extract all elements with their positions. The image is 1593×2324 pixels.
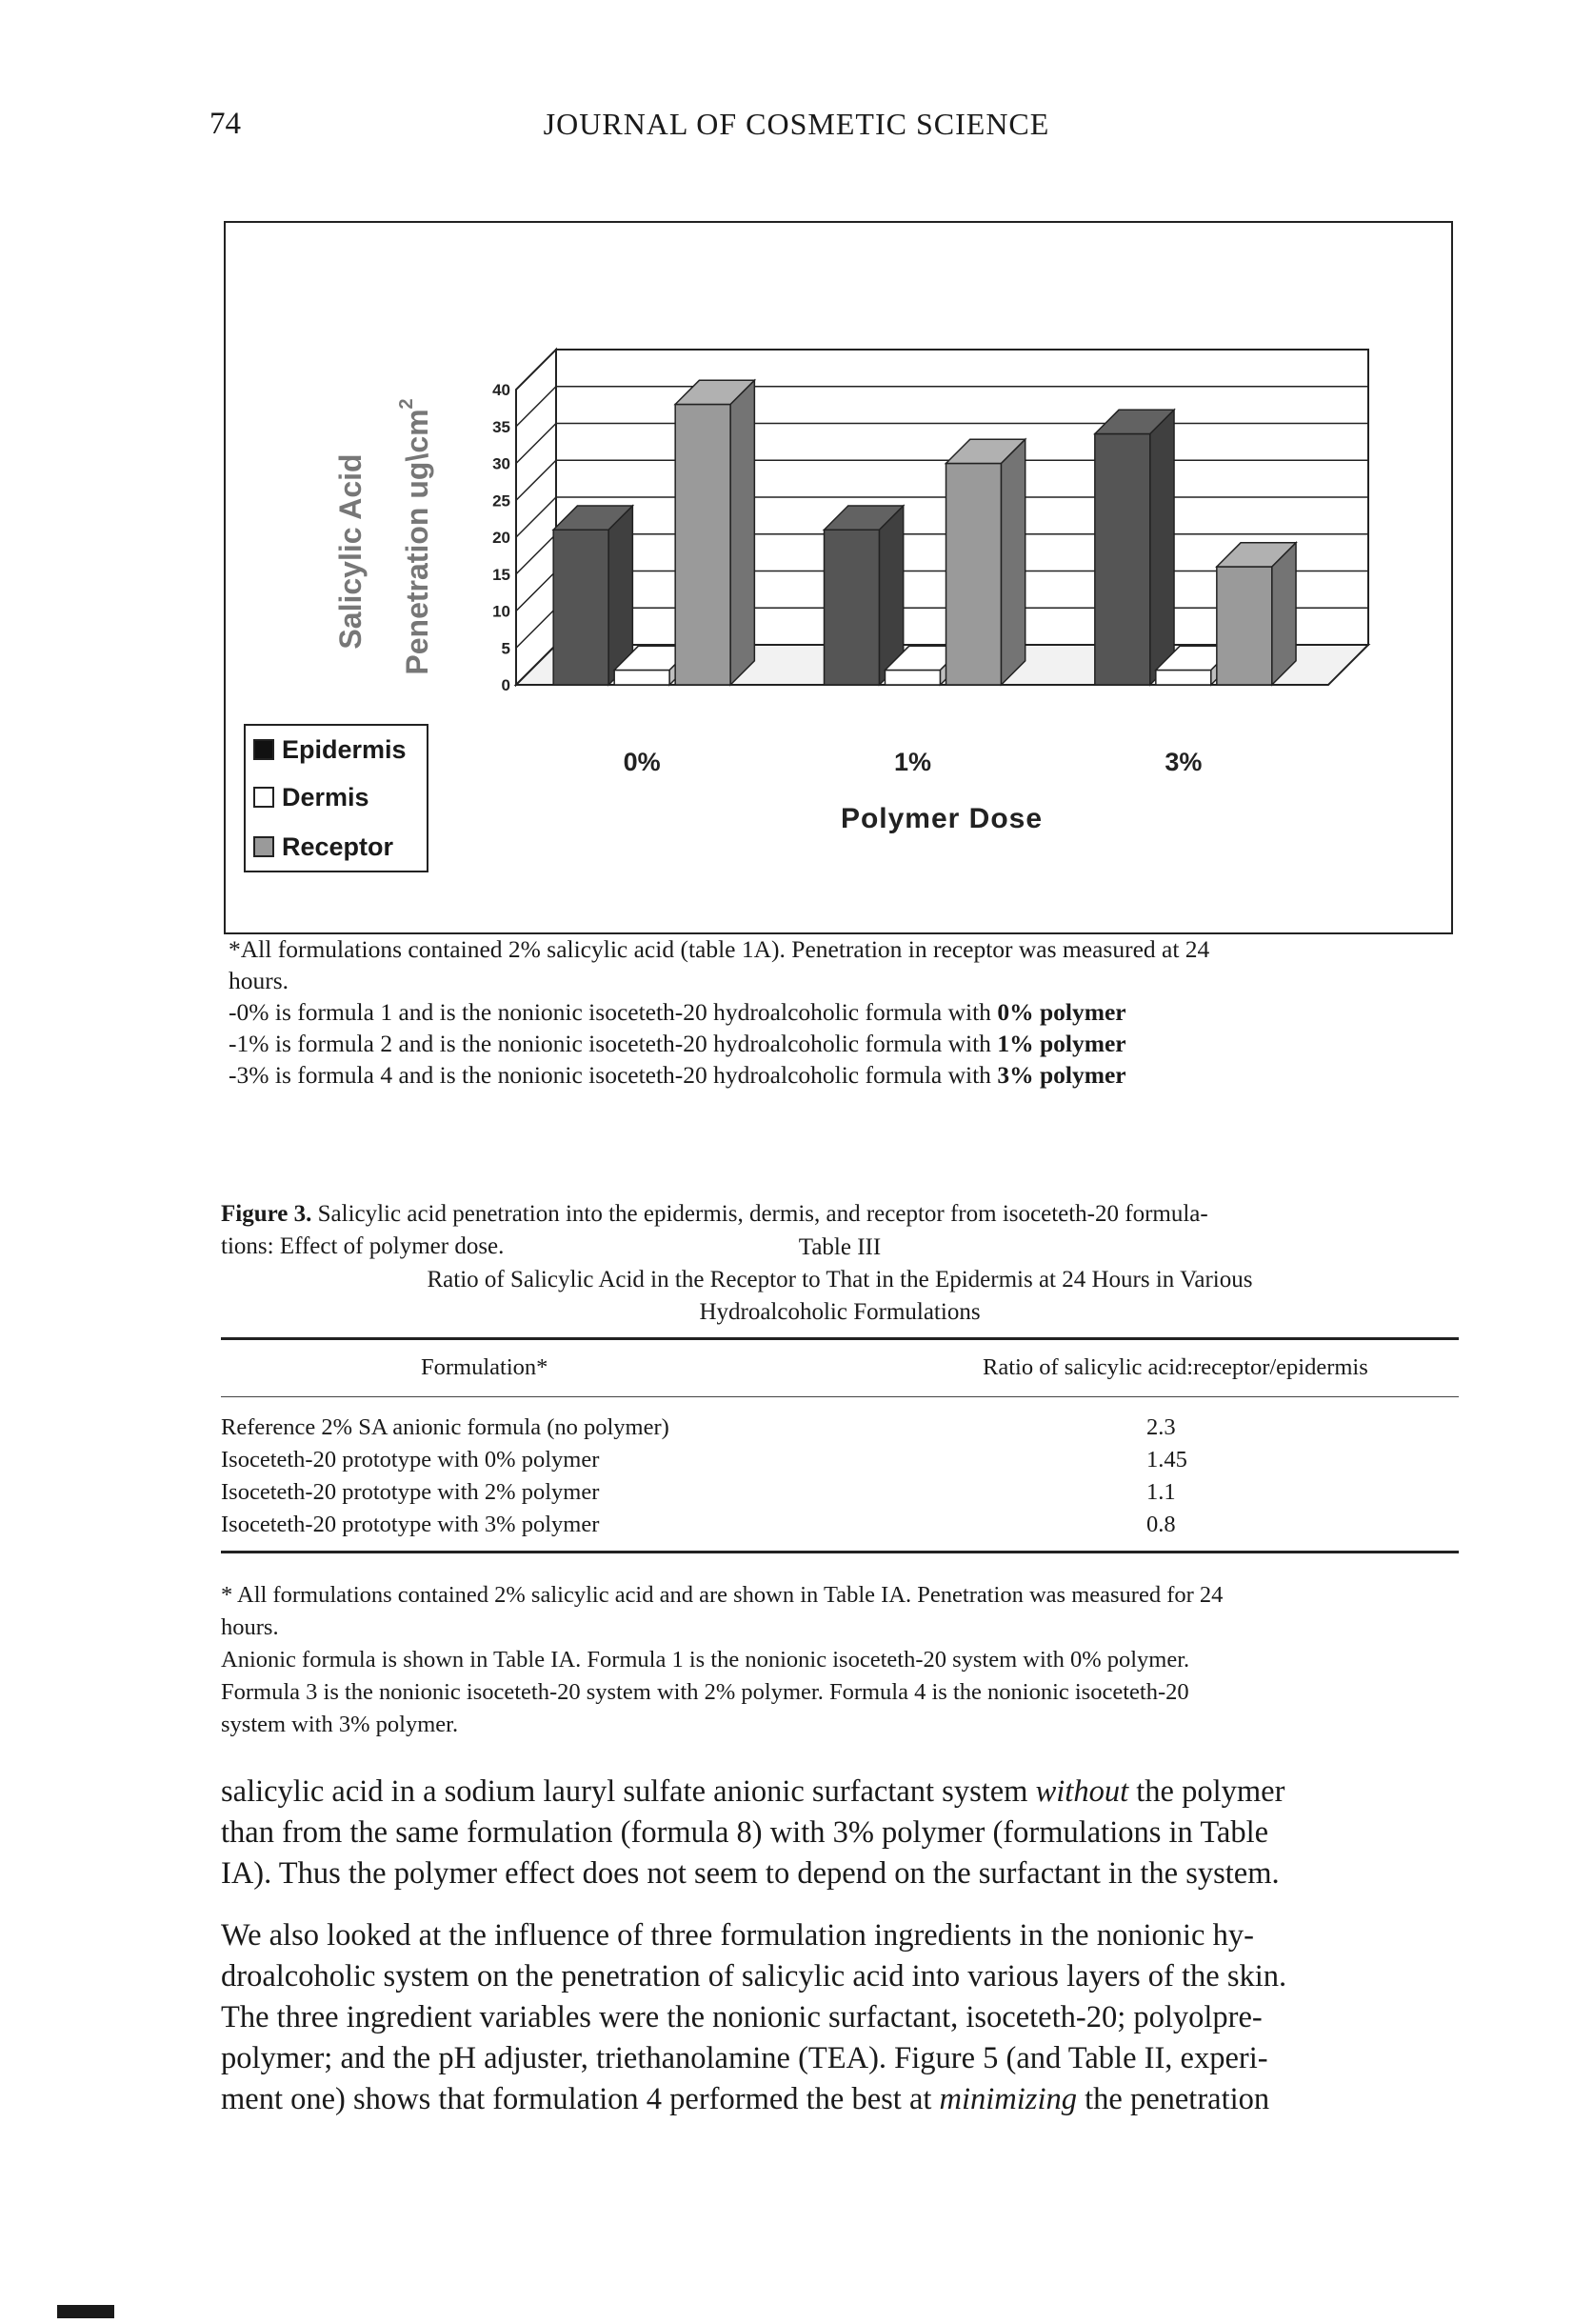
body-line: than from the same formulation (formula 8) with 3% polymer (formulations in Table — [221, 1815, 1269, 1850]
y-tick-label: 35 — [492, 417, 510, 436]
journal-title: JOURNAL OF COSMETIC SCIENCE — [543, 107, 1050, 141]
y-tick-label: 5 — [501, 639, 510, 658]
bar-side-epidermis — [1150, 410, 1174, 685]
y-axis-label: Salicylic Acid — [333, 453, 368, 650]
table-cell-ratio: 1.1 — [1146, 1479, 1176, 1505]
table-footnotes — [221, 1579, 1459, 1741]
table-title-line: Ratio of Salicylic Acid in the Receptor to That in the Epidermis at 24 Hours in Various — [427, 1267, 1253, 1292]
legend-swatch-dermis — [253, 787, 274, 808]
figure-note-line — [229, 1059, 1466, 1091]
y-axis-label-units: Penetration ug\cm — [400, 409, 434, 675]
figure-note-line — [229, 1028, 1466, 1059]
figure-note-line: *All formulations contained 2% salicylic acid (table 1A). Penetration in receptor was measured at 24 — [229, 935, 1210, 963]
table-cell-formulation: Isoceteth-20 prototype with 3% polymer — [221, 1512, 600, 1537]
legend-label-epidermis: Epidermis — [282, 735, 407, 764]
table-footnote-line: hours. — [221, 1614, 279, 1640]
table-rule-bottom — [221, 1551, 1459, 1553]
figure-note-text: -3% is formula 4 and is the nonionic isoceteth-20 hydroalcoholic formula with — [229, 1061, 998, 1089]
x-tick-label: 0% — [623, 748, 661, 776]
figure-note-text: -1% is formula 2 and is the nonionic isoceteth-20 hydroalcoholic formula with — [229, 1030, 998, 1057]
body-text-span: the polymer — [1128, 1774, 1285, 1809]
x-tick-label: 1% — [893, 748, 932, 776]
body-line: We also looked at the influence of three formulation ingredients in the nonionic hy- — [221, 1918, 1254, 1953]
bar-front-receptor — [946, 464, 1002, 686]
figure-note-bold: 0% polymer — [997, 998, 1126, 1026]
body-text — [221, 1772, 1459, 2120]
y-tick-label: 15 — [492, 565, 510, 584]
legend-item-dermis — [253, 781, 369, 813]
body-text-span: the penetration — [1077, 2082, 1270, 2116]
page-header — [0, 107, 1593, 154]
y-tick-label: 0 — [501, 676, 510, 694]
bar-front-receptor — [675, 405, 730, 686]
table-number: Table III — [798, 1234, 882, 1260]
table-header-formulation: Formulation* — [421, 1354, 548, 1380]
bar-front-dermis — [886, 671, 941, 686]
body-line — [221, 1772, 1459, 1813]
body-emphasis: without — [1035, 1774, 1129, 1809]
table-header-ratio: Ratio of salicylic acid:receptor/epidermis — [983, 1354, 1368, 1380]
page-corner-mark — [57, 2305, 114, 2318]
table-cell-formulation: Reference 2% SA anionic formula (no polymer) — [221, 1414, 669, 1440]
legend-swatch-epidermis — [253, 739, 274, 760]
y-axis-label-superscript: 2 — [396, 398, 417, 410]
legend-label-receptor: Receptor — [282, 832, 394, 861]
legend-item-receptor — [253, 831, 393, 863]
table-cell-ratio: 2.3 — [1146, 1414, 1176, 1440]
table-footnote-line: Formula 3 is the nonionic isoceteth-20 system with 2% polymer. Formula 4 is the nonionic isoceteth-20 — [221, 1679, 1189, 1705]
body-line — [221, 2079, 1459, 2120]
y-tick-label: 40 — [492, 381, 510, 399]
chart-legend — [244, 724, 428, 872]
table-rule-top — [221, 1337, 1459, 1340]
table-cell-formulation: Isoceteth-20 prototype with 0% polymer — [221, 1447, 600, 1473]
body-text-span: ment one) shows that formulation 4 performed the best at — [221, 2082, 940, 2116]
table-cell-formulation: Isoceteth-20 prototype with 2% polymer — [221, 1479, 600, 1505]
table-title-line: Hydroalcoholic Formulations — [699, 1299, 981, 1325]
body-line: IA). Thus the polymer effect does not seem to depend on the surfactant in the system. — [221, 1856, 1280, 1891]
table-title — [221, 1232, 1459, 1329]
legend-label-dermis: Dermis — [282, 783, 369, 811]
figure-notes — [229, 933, 1466, 1091]
table-footnote-line: Anionic formula is shown in Table IA. Formula 1 is the nonionic isoceteth-20 system with 0% polymer. — [221, 1647, 1190, 1673]
figure-caption-text: Salicylic acid penetration into the epidermis, dermis, and receptor from isoceteth-20 formula- — [317, 1201, 1208, 1227]
y-tick-label: 10 — [492, 602, 510, 621]
bar-side-receptor — [1002, 439, 1025, 685]
body-emphasis: minimizing — [939, 2082, 1077, 2116]
figure-note-line: hours. — [229, 967, 289, 994]
table-cell-ratio: 1.45 — [1146, 1447, 1187, 1473]
y-tick-label: 20 — [492, 529, 510, 547]
y-tick-label: 25 — [492, 491, 510, 511]
figure-note-bold: 3% polymer — [997, 1061, 1126, 1089]
body-line: droalcoholic system on the penetration of salicylic acid into various layers of the skin. — [221, 1959, 1287, 1993]
bar-side-receptor — [1272, 543, 1296, 685]
y-tick-label: 30 — [492, 454, 510, 473]
figure-note-line — [229, 996, 1466, 1028]
body-line: The three ingredient variables were the nonionic surfactant, isoceteth-20; polyolpre- — [221, 2000, 1263, 2034]
bar-side-receptor — [730, 380, 754, 685]
bar-front-dermis — [1156, 671, 1211, 686]
legend-item-epidermis — [253, 733, 407, 766]
table-footnote-line: system with 3% polymer. — [221, 1712, 459, 1737]
legend-swatch-receptor — [253, 836, 274, 857]
figure-caption-line — [221, 1198, 1459, 1231]
figure-caption-line: tions: Effect of polymer dose. — [221, 1233, 505, 1259]
figure-note-bold: 1% polymer — [997, 1030, 1126, 1057]
figure-label: Figure 3. — [221, 1201, 312, 1227]
bar-front-dermis — [614, 671, 669, 686]
bar-front-receptor — [1217, 567, 1272, 685]
paragraph-gap — [221, 1894, 1459, 1915]
body-text-span: salicylic acid in a sodium lauryl sulfate anionic surfactant system — [221, 1774, 1036, 1809]
body-line: polymer; and the pH adjuster, triethanolamine (TEA). Figure 5 (and Table II, experi- — [221, 2041, 1268, 2075]
bar-front-epidermis — [553, 530, 608, 685]
x-tick-label: 3% — [1165, 748, 1203, 776]
page-number: 74 — [209, 107, 241, 141]
figure-note-text: -0% is formula 1 and is the nonionic isoceteth-20 hydroalcoholic formula with — [229, 998, 998, 1026]
bar-front-epidermis — [825, 530, 880, 685]
table-footnote-line: * All formulations contained 2% salicylic acid and are shown in Table IA. Penetration was measured for 24 — [221, 1582, 1224, 1608]
bar-front-epidermis — [1095, 434, 1150, 686]
x-axis-label: Polymer Dose — [840, 803, 1044, 834]
table-cell-ratio: 0.8 — [1146, 1512, 1176, 1537]
table-rule-mid — [221, 1396, 1459, 1397]
